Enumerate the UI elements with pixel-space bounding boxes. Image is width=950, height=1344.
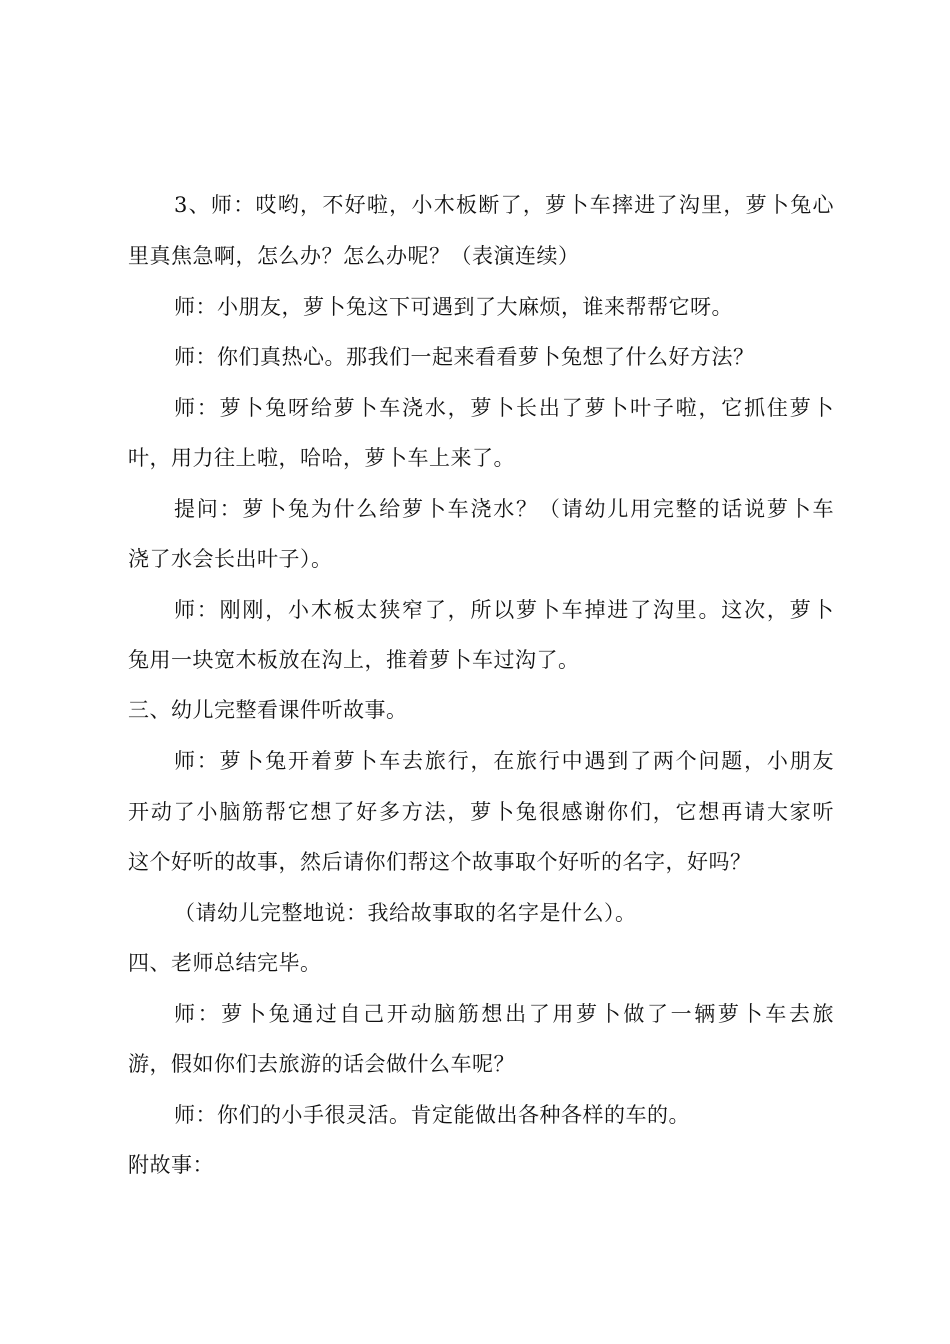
paragraph-line-12: 师：萝卜兔开着萝卜车去旅行，在旅行中遇到了两个问题，小朋友	[174, 749, 834, 773]
paragraph-line-7: 提问：萝卜兔为什么给萝卜车浇水？（请幼儿用完整的话说萝卜车	[174, 497, 834, 521]
paragraph-line-5: 师：萝卜兔呀给萝卜车浇水，萝卜长出了萝卜叶子啦，它抓住萝卜	[174, 396, 834, 420]
paragraph-line-13: 开动了小脑筋帮它想了好多方法，萝卜兔很感谢你们，它想再请大家听	[128, 800, 834, 824]
paragraph-line-4: 师：你们真热心。那我们一起来看看萝卜兔想了什么好方法？	[174, 345, 755, 369]
paragraph-line-17: 师：萝卜兔通过自己开动脑筋想出了用萝卜做了一辆萝卜车去旅	[174, 1002, 834, 1026]
paragraph-line-9: 师：刚刚，小木板太狭窄了，所以萝卜车掉进了沟里。这次，萝卜	[174, 598, 834, 622]
paragraph-line-10: 兔用一块宽木板放在沟上，推着萝卜车过沟了。	[128, 648, 580, 672]
paragraph-line-1: 3、师：哎哟，不好啦，小木板断了，萝卜车摔进了沟里，萝卜兔心	[174, 193, 834, 217]
paragraph-line-6: 叶，用力往上啦，哈哈，萝卜车上来了。	[128, 446, 515, 470]
paragraph-line-2: 里真焦急啊，怎么办？怎么办呢？（表演连续）	[128, 244, 580, 268]
section-heading-4: 四、老师总结完毕。	[128, 951, 322, 975]
paragraph-line-8: 浇了水会长出叶子）。	[128, 547, 333, 571]
paragraph-line-19: 师：你们的小手很灵活。肯定能做出各种各样的车的。	[174, 1103, 690, 1127]
section-heading-3: 三、幼儿完整看课件听故事。	[128, 698, 408, 722]
paragraph-line-3: 师：小朋友，萝卜兔这下可遇到了大麻烦，谁来帮帮它呀。	[174, 295, 733, 319]
paragraph-line-15: （请幼儿完整地说：我给故事取的名字是什么）。	[174, 901, 637, 925]
paragraph-line-18: 游，假如你们去旅游的话会做什么车呢？	[128, 1052, 515, 1076]
paragraph-line-14: 这个好听的故事，然后请你们帮这个故事取个好听的名字，好吗？	[128, 850, 752, 874]
appendix-heading: 附故事：	[128, 1153, 214, 1177]
